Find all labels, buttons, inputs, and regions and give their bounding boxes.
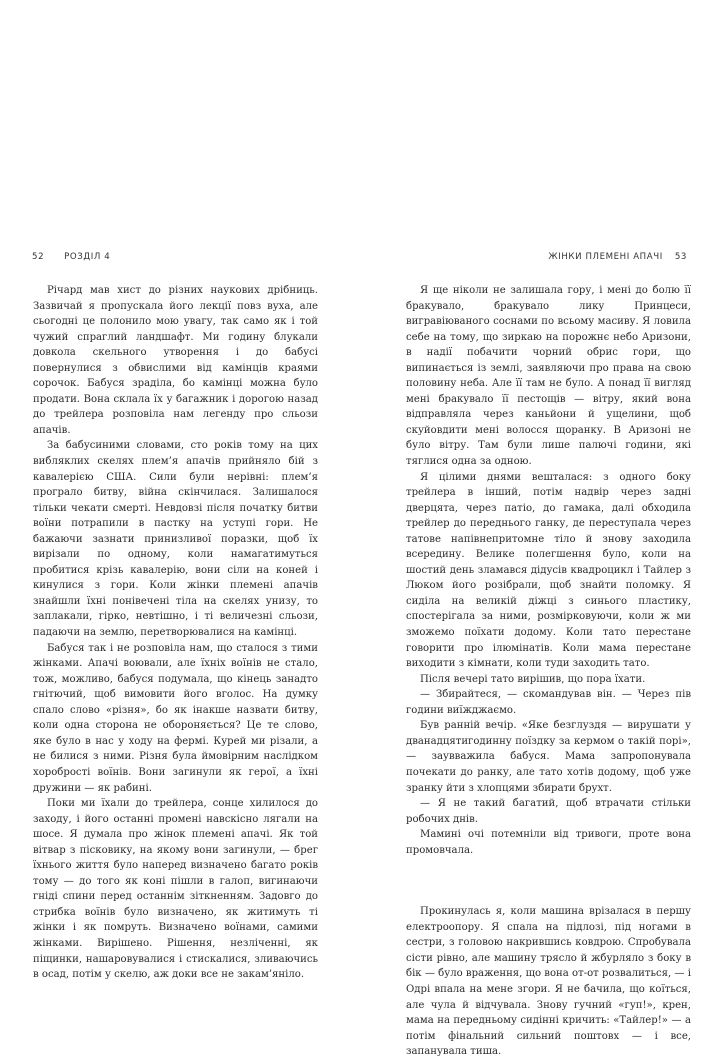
- left-page: [0, 0, 360, 1000]
- paragraph: Мамині очі потемніли від тривоги, проте вона промовчала.: [406, 829, 691, 856]
- paragraph: Я ще ніколи не залишала гору, і мені до болю її бракувало, бракувало лику Принцеси, вигравіюваного соснами по всьому масиву. Я ловила себе на тому, що зиркаю на порожнє небо Аризони, в надії побачити чорний обрис гори, що випинається із землі, заявляючи про права на свою половину неба. Але її там не було. А понад її вигляд мені бракувало її пестощів — вітру, який вона відправляла через каньйони й ущелини, щоб скуйовдити мені волосся щоранку. В Аризоні не було вітру. Там були лише палючі години, які тяглися одна за одною.: [406, 285, 691, 468]
- paragraph: Я цілими днями вешталася: з одного боку трейлера в інший, потім надвір через задні дверцята, через патіо, до гамака, далі обходила трейлер до переднього ганку, де переступала через татове напівнепритомне тіло й знову заходила всередину. Велике полегшення було, коли на шостий день зламався дідусів квадроцикл і Тайлер з Люком його розібрали, щоб знайти поломку. Я сиділа на великій діжці з синього пластику, спостерігала за ними, розмірковуючи, коли ж ми зможемо поїхати додому. Коли тато перестане говорити про ілюмінатів. Коли мама перестане виходити з кімнати, коли туди заходить тато.: [406, 471, 691, 670]
- running-head-right: [548, 252, 687, 262]
- dialogue-line: — Я не такий багатий, щоб втрачати стільки робочих днів.: [406, 798, 691, 825]
- section-break: [406, 858, 691, 904]
- paragraph: Був ранній вечір. «Яке безглуздя — вирушати у дванадцятигодинну поїздку за кермом о такій порі», — заувважила бабуся. Мама запропонувала почекати до ранку, але тато хотів додому, щоб уже зранку йти з хлопцями збирати брухт.: [406, 720, 691, 794]
- paragraph: Поки ми їхали до трейлера, сонце хилилося до заходу, і його останні промені навскісно лягали на шосе. Я думала про жінок племені апачі. Як той вітвар з пісковику, на якому вони загинули, — брег їхнього життя було наперед визначено багато років тому — до того як коні пішли в галоп, вигинаючи гніді спини перед останнім зіткненням. Задовго до стрибка воїнів було визначено, як житимуть ті жінки і як помруть. Визначено воїнами, самими жінками. Вирішено. Рішення, незліченні, як піщинки, нашаровувалися і стискалися, зливаючись в осад, потім у скелю, аж доки все не закам’яніло.: [33, 798, 318, 981]
- dialogue-line: — Збирайтеся, — скомандував він. — Через пів години виїжджаємо.: [406, 689, 691, 716]
- chapter-title: ЖІНКИ ПЛЕМЕНІ АПАЧІ: [548, 252, 663, 262]
- running-head-left: [32, 252, 110, 262]
- right-page: [360, 0, 720, 1058]
- paragraph: Після вечері тато вирішив, що пора їхати.: [420, 673, 646, 685]
- left-text-block: [33, 283, 318, 983]
- paragraph: За бабусиними словами, сто років тому на цих вибляклих скелях плем’я апачів прийняло бій з кавалерією США. Сили були нерівні: плем’я програло битву, війна скінчилася. Залишалося тільки чекати смерті. Невдовзі після початку битви воїни потрапили в пастку на уступі гори. Не бажаючи зазнати принизливої поразки, щоб їх вирізали по одному, коли намагатимуться пробитися крізь кавалерію, вони сіли на коней і кинулися з гори. Коли жінки племені апачів знайшли їхні понівечені тіла на скелях унизу, то заплакали, гірко, невтішно, і ті величезні сльози, падаючи на землю, перетворювалися на камінці.: [33, 440, 318, 639]
- chapter-label: РОЗДІЛ 4: [64, 252, 111, 262]
- page-number-right: 53: [674, 252, 687, 262]
- page-number-left: 52: [32, 252, 45, 262]
- right-text-block: [406, 283, 691, 1060]
- paragraph: Річард мав хист до різних наукових дрібниць. Зазвичай я пропускала його лекції повз вуха, але сьогодні це полонило мою увагу, так само як і той чужий спраглий ландшафт. Ми годину блукали довкола скельного утворення і до бабусі повернулися з обвислими від камінців краями сорочок. Бабуся зраділа, бо камінці можна було продати. Вона склала їх у багажник і дорогою назад до трейлера розповіла нам легенду про сльози апачів.: [33, 285, 318, 436]
- paragraph: Прокинулась я, коли машина врізалася в першу електроопору. Я спала на підлозі, під ногами в сестри, з головою накрившись ковдрою. Спробувала сісти рівно, але машину трясло й жбурляло з боку в бік — було враження, що вона от-от розвалиться, — і Одрі впала на мене згори. Я не бачила, що коїться, але чула й відчувала. Знову гучний «гуп!», крен, мама на передньому сидінні кричить: «Тайлер!» — а потім фінальний сильний поштовх — і все, запанувала тиша.: [406, 906, 691, 1058]
- paragraph: Бабуся так і не розповіла нам, що сталося з тими жінками. Апачі воювали, але їхніх воїнів не стало, тож, можливо, бабуся подумала, що кінець занадто гнітючий, щоб вимовити його вголос. На думку спало слово «різня», бо як інакше назвати битву, коли одна сторона не обороняється? Це те слово, яке було в нас у ходу на фермі. Курей ми різали, а не билися з ними. Різня була ймовірним наслідком хоробрості воїнів. Вони загинули як герої, а їхні дружини — як рабині.: [33, 642, 318, 794]
